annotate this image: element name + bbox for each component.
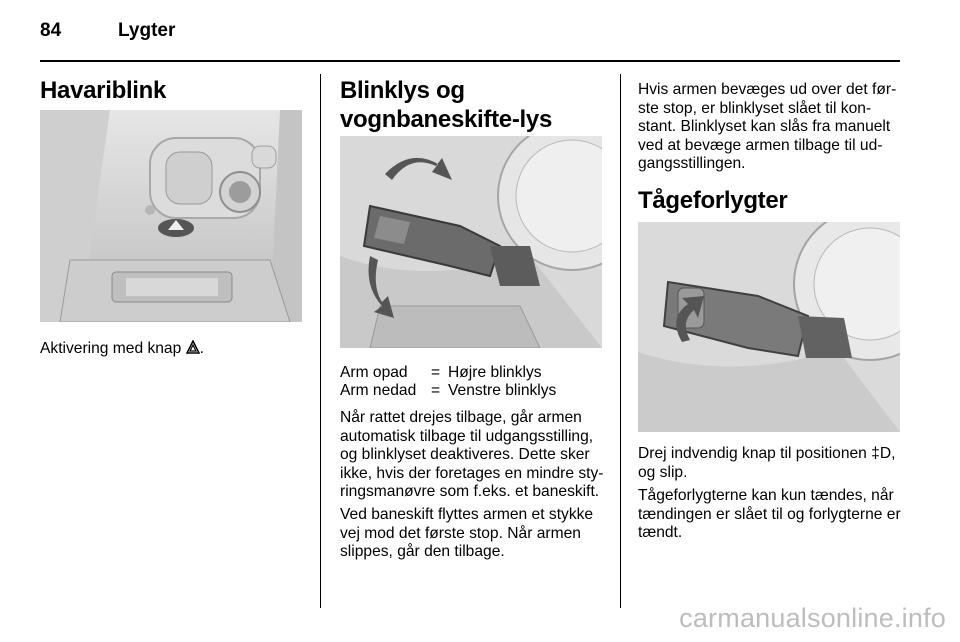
constant-signal-paragraph: Hvis armen bevæges ud over det før- ste stop, er blinklyset slået til kon- stant. Blinklyset kan slås fra manuelt ved at bevæge armen tilbage til ud- gangsstillingen. xyxy=(638,81,897,173)
fog-light-caption: Drej indvendig knap til positionen ‡D, og slip. xyxy=(638,445,896,481)
section-heading-fog-lights: Tågeforlygter xyxy=(638,187,788,214)
hazard-triangle-icon xyxy=(186,340,200,354)
fog-light-switch-figure xyxy=(638,222,900,432)
fog-light-paragraph: Tågeforlygterne kan kun tændes, når tændingen er slået til og forlygterne er tændt. xyxy=(638,487,901,542)
header-rule xyxy=(40,60,900,62)
page-number: 84 xyxy=(40,20,62,41)
turn-signal-lever-figure xyxy=(340,136,602,348)
section-heading-hazard: Havariblink xyxy=(40,77,167,104)
hazard-caption: Aktivering med knap . xyxy=(40,340,204,357)
section-heading-turn-signals: Blinklys og vognbaneskifte-lys xyxy=(340,77,552,133)
turn-signal-paragraph-1: Når rattet drejes tilbage, går armen automatisk tilbage til udgangsstilling, og blinklyset deaktiveres. Dette sker ikke, hvis der foretages en mindre sty- ringsmanøvre som f.eks. et baneskift. xyxy=(340,409,604,501)
chapter-title: Lygter xyxy=(118,20,176,41)
table-row: Arm nedad = Venstre blinklys xyxy=(340,382,557,399)
watermark: carmanualsonline.info xyxy=(679,603,946,633)
table-row: Arm opad = Højre blinklys xyxy=(340,364,542,381)
column-divider-1 xyxy=(320,74,321,608)
hazard-switch-figure xyxy=(40,110,302,322)
turn-signal-paragraph-2: Ved baneskift flyttes armen et stykke vej mod det første stop. Når armen slippes, går den tilbage. xyxy=(340,506,594,561)
column-divider-2 xyxy=(620,74,621,608)
